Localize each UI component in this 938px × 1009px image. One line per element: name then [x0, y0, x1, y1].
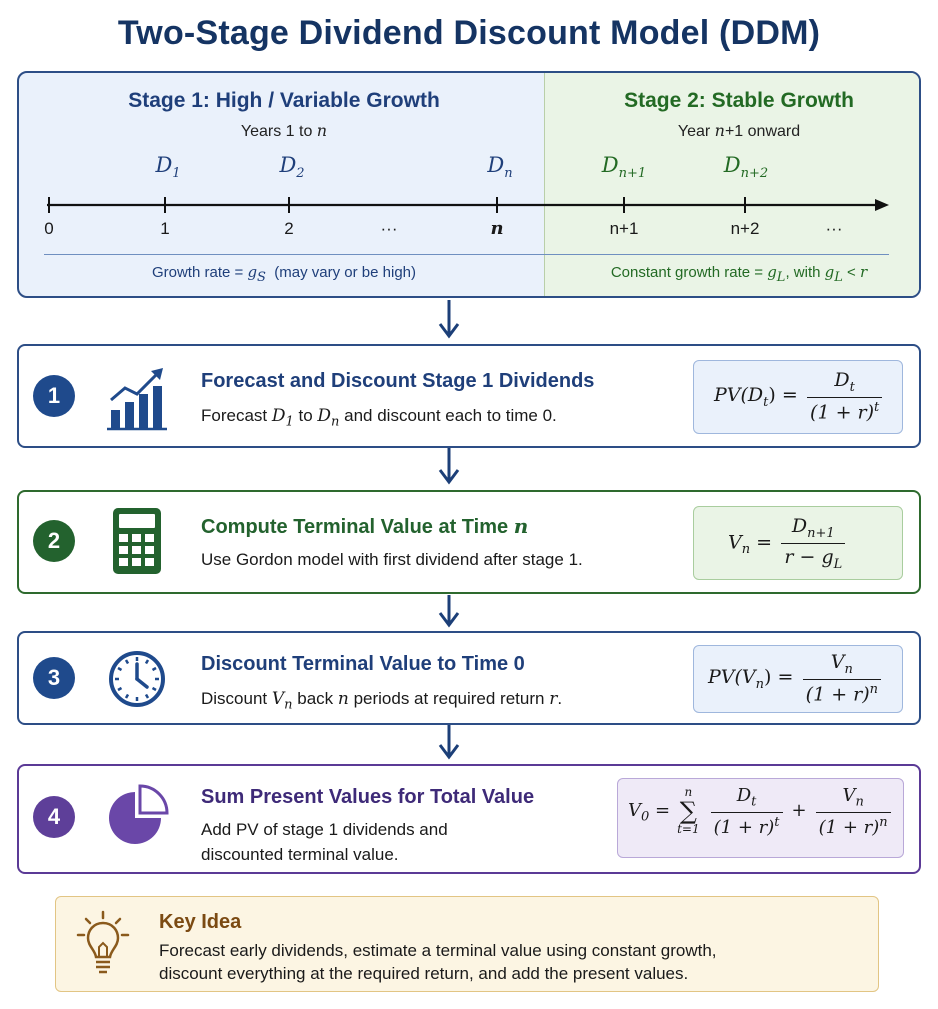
tick-label: 1	[160, 219, 170, 238]
tick-label: 0	[44, 219, 54, 238]
key-idea-text: Forecast early dividends, estimate a terminal value using constant growth, discount everything at the required return, and add the present values.	[159, 941, 717, 983]
stage1-title: Stage 1: High / Variable Growth	[128, 89, 440, 112]
step-3-title: Discount Terminal Value to Time 0	[201, 653, 525, 675]
step-number-badge: 2	[33, 520, 75, 562]
step-2-description: Use Gordon model with first dividend after stage 1.	[201, 550, 583, 569]
step-4-formula-box	[617, 778, 904, 858]
key-idea-title: Key Idea	[159, 911, 242, 933]
step-3-description: Discount $V_n$ back n periods at required return r.	[201, 689, 563, 713]
dividend-label-d2: $D_2$	[279, 153, 305, 182]
tick-label: ···	[380, 219, 398, 238]
timeline-divider	[44, 254, 889, 255]
pie-chart-icon	[103, 782, 171, 850]
step-2-formula-box	[693, 506, 903, 580]
stage2-subtitle: Year n+1 onward	[677, 121, 801, 140]
step-2-formula: $V_n$ = $\frac{D_{n+1}}{r - g_L}$	[728, 515, 849, 572]
step-2-title: Compute Terminal Value at Time n	[201, 514, 529, 538]
step-number-badge: 1	[33, 375, 75, 417]
dividend-label-dn: $D_n$	[487, 153, 513, 182]
tick-label: ···	[825, 219, 843, 238]
step-3-box	[17, 631, 921, 725]
stage1-growth-rate: Growth rate = $g_S$ (may vary or be high)	[151, 263, 417, 285]
tick-label: 2	[284, 219, 294, 238]
step-3-formula: $PV(V_n)$ = $\frac{V_n}{(1 + r)^n}$	[708, 651, 885, 705]
stage2-growth-rate: Constant growth rate = $g_L$, with $g_L < r$	[610, 263, 868, 285]
tick-label: n	[490, 218, 504, 239]
lightbulb-icon	[72, 909, 134, 979]
step-1-title: Forecast and Discount Stage 1 Dividends	[201, 370, 595, 392]
dividend-label-dn1: $D_{n+1}$	[601, 153, 647, 182]
step-1-description: Forecast $D_1$ to $D_n$ and discount each to time 0.	[201, 406, 557, 430]
step-3-formula-box	[693, 645, 903, 713]
step-4-title: Sum Present Values for Total Value	[201, 786, 535, 808]
tick-label: n+2	[730, 219, 760, 238]
step-1-formula-box	[693, 360, 903, 434]
stage1-subtitle: Years 1 to n	[240, 121, 328, 140]
step-4-box	[17, 764, 921, 874]
tick-label: n+1	[609, 219, 639, 238]
key-idea-box	[55, 896, 879, 992]
step-number-badge: 3	[33, 657, 75, 699]
clock-icon	[107, 649, 167, 709]
down-arrow-icon	[437, 298, 461, 344]
dividend-label-dn2: $D_{n+2}$	[723, 153, 769, 182]
down-arrow-icon	[437, 593, 461, 633]
dividend-label-d1: $D_1$	[155, 153, 181, 182]
timeline-panel	[17, 71, 921, 298]
step-4-description-line2: discounted terminal value.	[201, 845, 399, 864]
down-arrow-icon	[437, 446, 461, 490]
growth-chart-icon	[105, 366, 169, 432]
step-1-formula: $PV(D_t)$ = $\frac{D_t}{(1 + r)^t}$	[714, 369, 886, 423]
step-1-box	[17, 344, 921, 448]
stage2-title: Stage 2: Stable Growth	[624, 89, 854, 112]
step-number-badge: 4	[33, 796, 75, 838]
step-2-box	[17, 490, 921, 594]
step-4-formula: $V_0$ = n ∑ t=1 $\frac{D_t}{(1 + r)^t}$ + $\frac{V_n}{(1 + r)^n}$	[628, 785, 895, 838]
calculator-icon	[111, 506, 163, 576]
down-arrow-icon	[437, 723, 461, 765]
page-title: Two-Stage Dividend Discount Model (DDM)	[117, 14, 821, 52]
step-4-description-line1: Add PV of stage 1 dividends and	[201, 820, 448, 839]
